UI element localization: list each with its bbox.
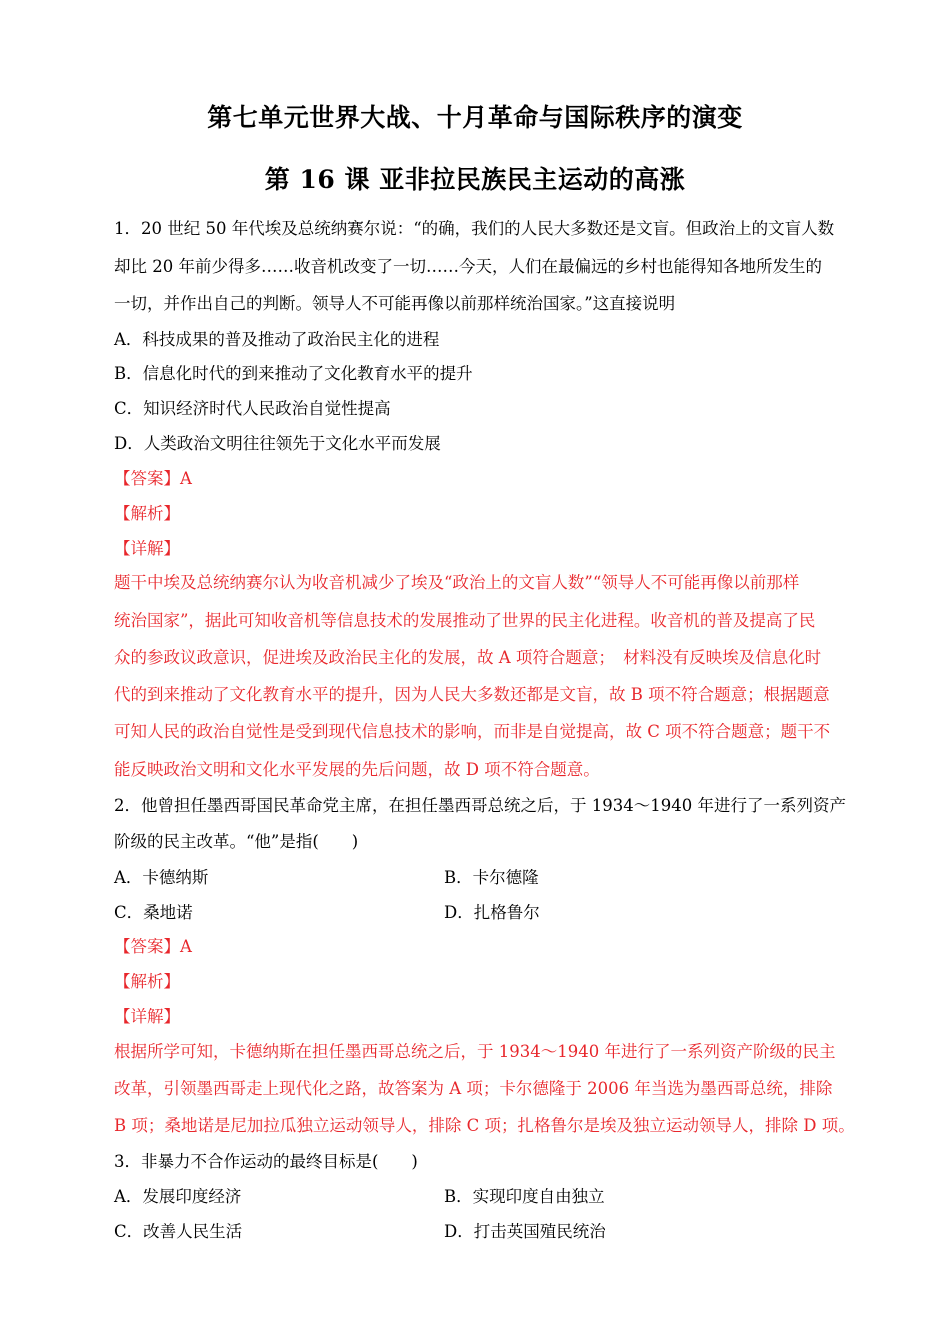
q3-stem-line: 3．非暴力不合作运动的最终目标是( ) — [114, 1152, 418, 1171]
q1-option-b: B．信息化时代的到来推动了文化教育水平的提升 — [114, 364, 473, 383]
q1-detail-line: 能反映政治文明和文化水平发展的先后问题，故 D 项不符合题意。 — [114, 760, 600, 779]
q3-option-b: B．实现印度自由独立 — [444, 1187, 605, 1206]
q2-option-d: D．扎格鲁尔 — [444, 903, 540, 922]
q2-answer: 【答案】A — [114, 937, 192, 956]
q2-stem-line: 2．他曾担任墨西哥国民革命党主席，在担任墨西哥总统之后，于 1934～1940 年进行了一系列资产 — [114, 796, 846, 815]
unit-title: 第七单元世界大战、十月革命与国际秩序的演变 — [207, 103, 743, 132]
q2-analysis-label: 【解析】 — [114, 972, 180, 991]
q1-detail-line: 题干中埃及总统纳赛尔认为收音机减少了埃及“政治上的文盲人数”“领导人不可能再像以前那样 — [114, 573, 800, 592]
q1-stem-line: 却比 20 年前少得多……收音机改变了一切……今天，人们在最偏远的乡村也能得知各地所发生的 — [114, 257, 822, 276]
q2-detail-label: 【详解】 — [114, 1007, 180, 1026]
q1-option-c: C．知识经济时代人民政治自觉性提高 — [114, 399, 391, 418]
q2-detail-line: 根据所学可知，卡德纳斯在担任墨西哥总统之后，于 1934～1940 年进行了一系列资产阶级的民主 — [114, 1042, 836, 1061]
q2-detail-line: B 项；桑地诺是尼加拉瓜独立运动领导人，排除 C 项；扎格鲁尔是埃及独立运动领导人，排除 D 项。 — [114, 1116, 855, 1135]
q1-stem-line: 1．20 世纪 50 年代埃及总统纳赛尔说：“的确，我们的人民大多数还是文盲。但政治上的文盲人数 — [114, 219, 835, 238]
q1-detail-line: 可知人民的政治自觉性是受到现代信息技术的影响，而非是自觉提高，故 C 项不符合题意；题干不 — [114, 722, 831, 741]
q1-stem-line: 一切，并作出自己的判断。领导人不可能再像以前那样统治国家。”这直接说明 — [114, 294, 676, 313]
q2-stem-line: 阶级的民主改革。“他”是指( ) — [114, 832, 359, 851]
q1-detail-line: 代的到来推动了文化教育水平的提升，因为人民大多数还都是文盲，故 B 项不符合题意；根据题意 — [114, 685, 830, 704]
q1-detail-line: 统治国家”，据此可知收音机等信息技术的发展推动了世界的民主化进程。收音机的普及提高了民 — [114, 611, 816, 630]
q2-detail-line: 改革，引领墨西哥走上现代化之路，故答案为 A 项；卡尔德隆于 2006 年当选为墨西哥总统，排除 — [114, 1079, 833, 1098]
q2-option-c: C．桑地诺 — [114, 903, 193, 922]
q1-answer: 【答案】A — [114, 469, 192, 488]
q1-analysis-label: 【解析】 — [114, 504, 180, 523]
q1-detail-line: 众的参政议政意识，促进埃及政治民主化的发展，故 A 项符合题意； 材料没有反映埃及信息化时 — [114, 648, 822, 667]
q2-option-b: B．卡尔德隆 — [444, 868, 539, 887]
q1-detail-label: 【详解】 — [114, 539, 180, 558]
q3-option-d: D．打击英国殖民统治 — [444, 1222, 606, 1241]
q1-option-a: A．科技成果的普及推动了政治民主化的进程 — [114, 330, 440, 349]
lesson-title: 第 16 课 亚非拉民族民主运动的高涨 — [264, 165, 686, 194]
q3-option-c: C．改善人民生活 — [114, 1222, 243, 1241]
q1-option-d: D．人类政治文明往往领先于文化水平而发展 — [114, 434, 441, 453]
q2-option-a: A．卡德纳斯 — [114, 868, 209, 887]
q3-option-a: A．发展印度经济 — [114, 1187, 242, 1206]
